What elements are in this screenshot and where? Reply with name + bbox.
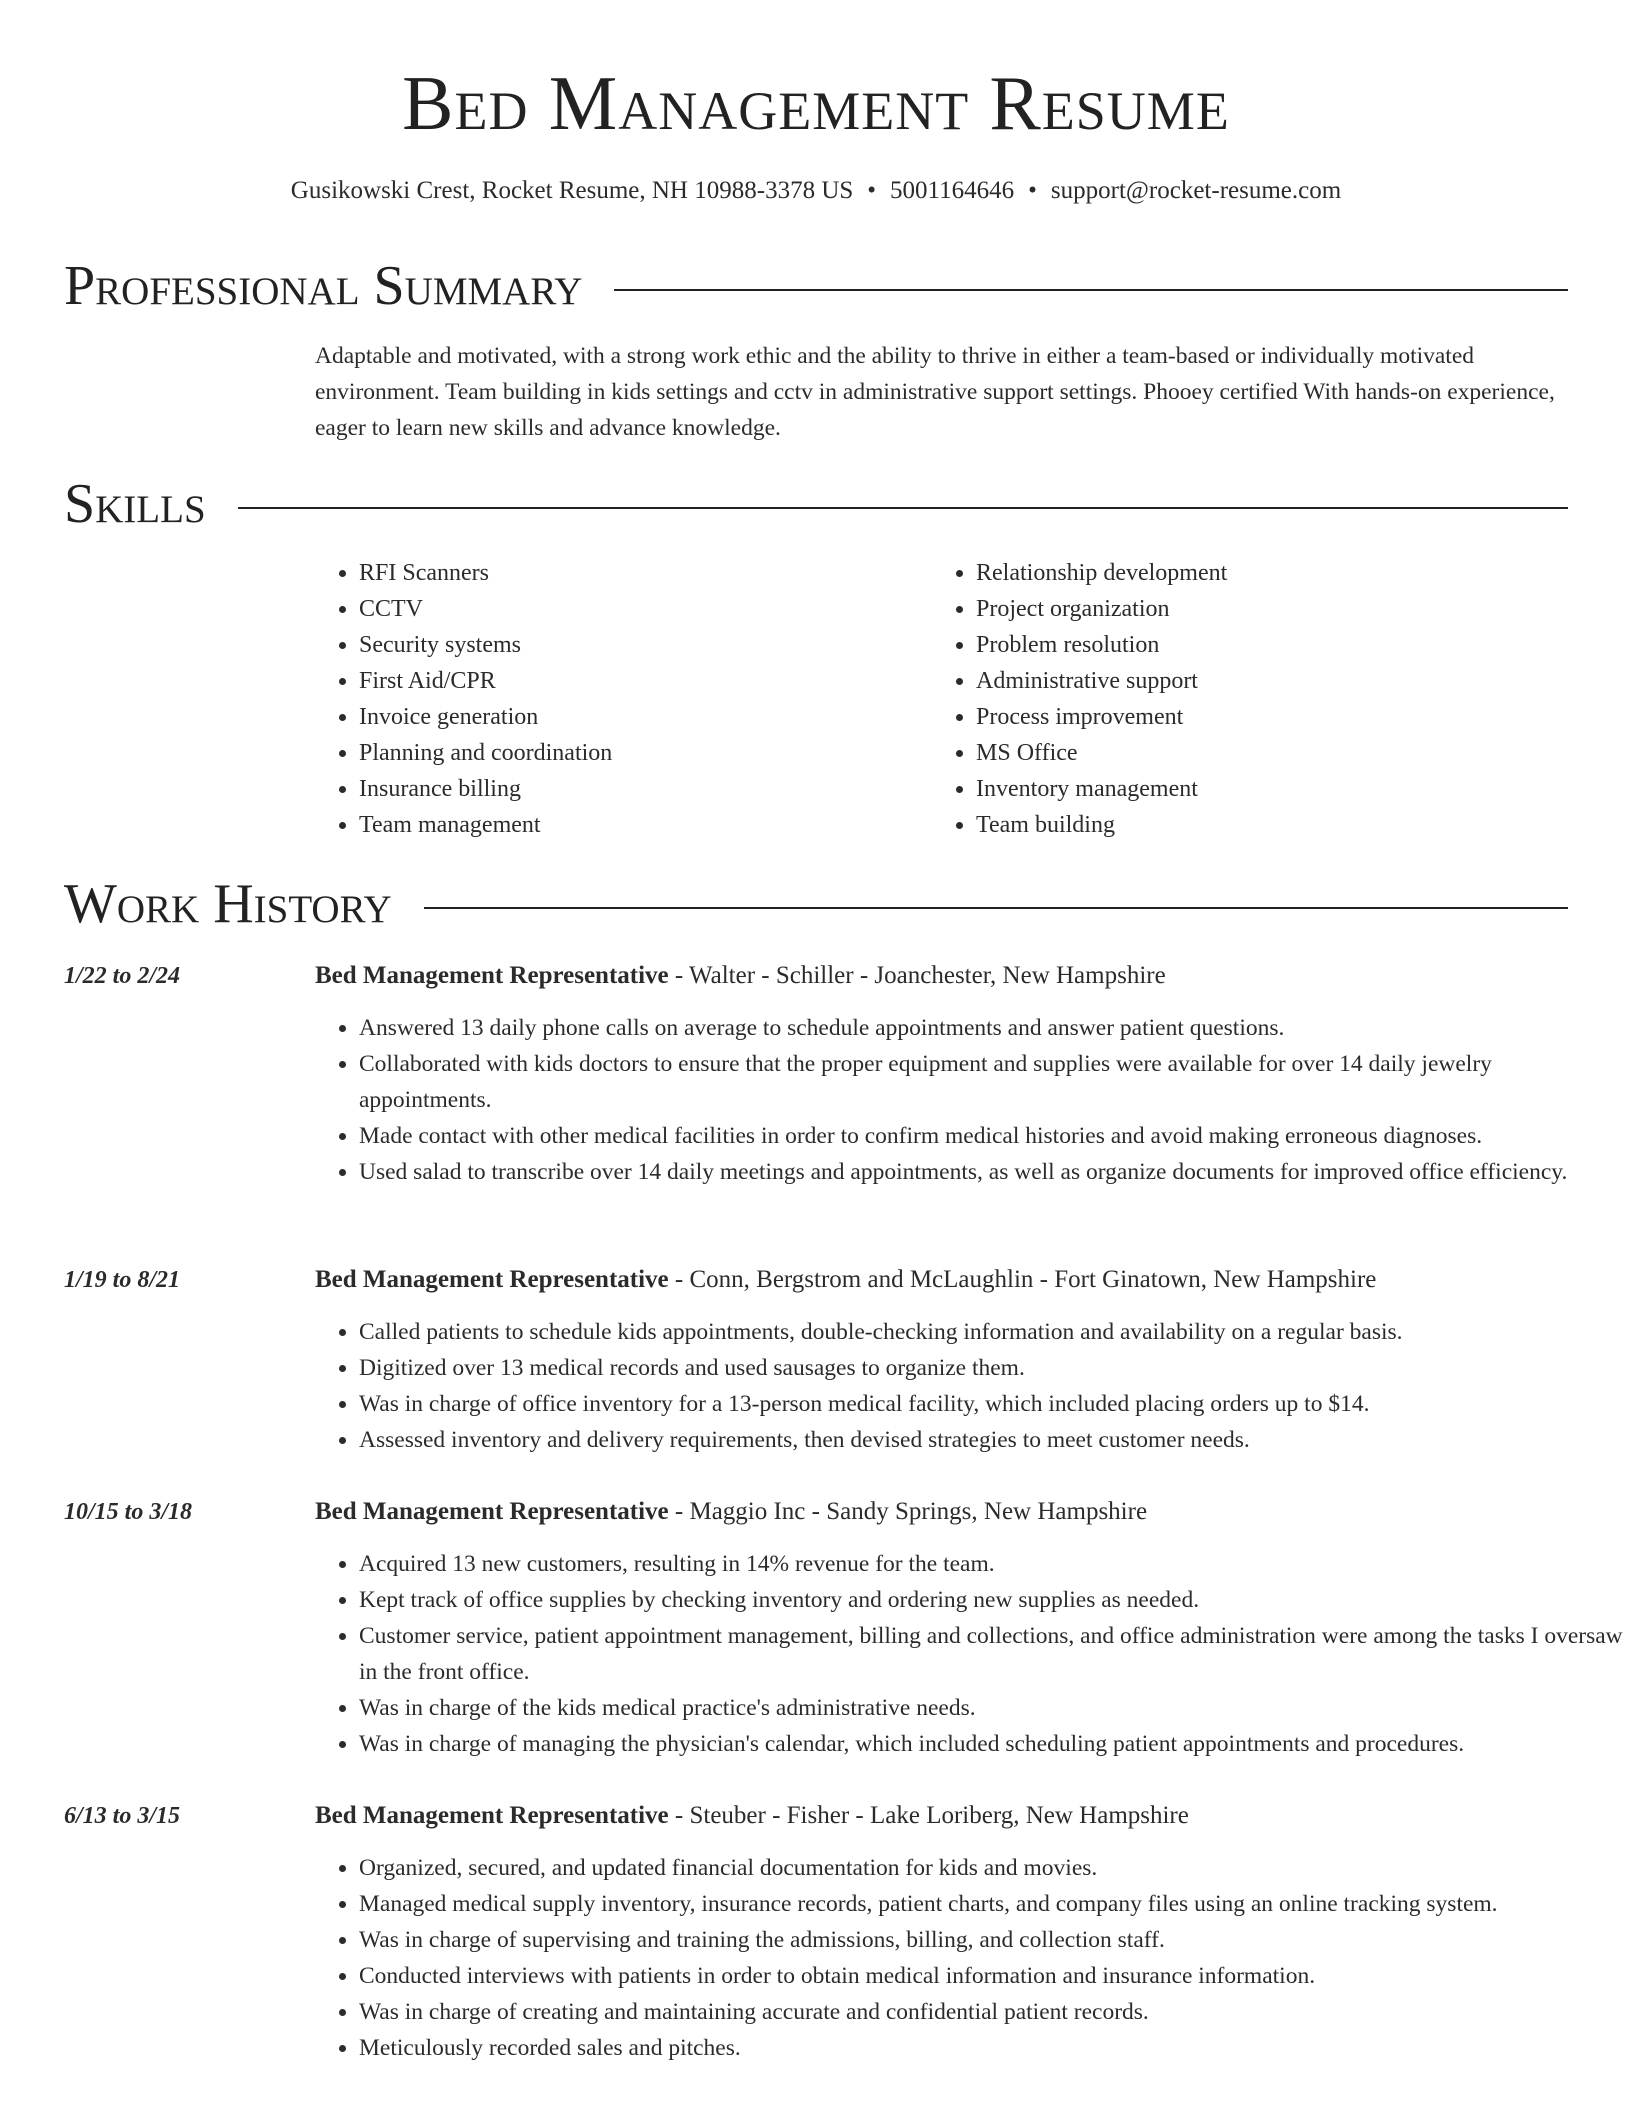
skill-item: • Process improvement	[976, 699, 1576, 735]
skill-item: • Problem resolution	[976, 627, 1576, 663]
skill-item: • Invoice generation	[359, 699, 919, 735]
skills-list-right	[932, 555, 1576, 843]
job-bullet: • Acquired 13 new customers, resulting in 14% revenue for the team.	[359, 1546, 1629, 1582]
skill-item: • MS Office	[976, 735, 1576, 771]
job-bullet: • Organized, secured, and updated financial documentation for kids and movies.	[359, 1850, 1629, 1886]
skill-item: • Administrative support	[976, 663, 1576, 699]
job-employer: - Walter - Schiller - Joanchester, New Hampshire	[668, 962, 1166, 989]
job-header	[315, 1799, 1189, 1833]
section-divider	[238, 507, 1568, 509]
job-role: Bed Management Representative	[315, 1498, 669, 1525]
job-bullet-list	[315, 1850, 1629, 2066]
job-bullet: • Collaborated with kids doctors to ensure that the proper equipment and supplies were available for over 14 daily jewelry appointments.	[359, 1046, 1629, 1118]
skills-list-left	[315, 555, 919, 843]
contact-address: Gusikowski Crest, Rocket Resume, NH 10988-3378 US	[290, 177, 854, 204]
skill-item: • RFI Scanners	[359, 555, 919, 591]
job-dates: 6/13 to 3/15	[64, 1803, 181, 1829]
job-bullet: • Digitized over 13 medical records and used sausages to organize them.	[359, 1350, 1629, 1386]
skill-item: • Team management	[359, 807, 919, 843]
job-header	[315, 1263, 1376, 1297]
skill-item: • Insurance billing	[359, 771, 919, 807]
contact-line	[0, 174, 1632, 208]
job-bullet: • Was in charge of creating and maintaining accurate and confidential patient records.	[359, 1994, 1629, 2030]
job-role: Bed Management Representative	[315, 962, 669, 989]
section-divider	[614, 289, 1568, 291]
job-bullet: • Customer service, patient appointment management, billing and collections, and office administration were among the tasks I oversaw in the front office.	[359, 1618, 1629, 1690]
section-title-summary: Professional Summary	[64, 255, 583, 317]
skills-section-header	[64, 472, 1568, 536]
skill-item: • Project organization	[976, 591, 1576, 627]
contact-phone: 5001164646	[890, 177, 1015, 204]
resume-title: Bed Management Resume	[402, 60, 1230, 146]
section-title-skills: Skills	[64, 473, 206, 535]
summary-text: Adaptable and motivated, with a strong work ethic and the ability to thrive in either a team-based or individually motivated environment. Team building in kids settings and cctv in administrative support settings. Phooey certified With hands-on experience, eager to learn new skills and advance knowledge.	[315, 343, 1555, 441]
job-role: Bed Management Representative	[315, 1802, 669, 1829]
summary-section-header	[64, 254, 1568, 318]
skill-item: • Inventory management	[976, 771, 1576, 807]
job-bullet: • Was in charge of managing the physician's calendar, which included scheduling patient appointments and procedures.	[359, 1726, 1629, 1762]
job-bullet-list	[315, 1546, 1629, 1762]
job-dates: 1/19 to 8/21	[64, 1267, 181, 1293]
contact-separator: •	[867, 177, 877, 204]
job-bullet: • Kept track of office supplies by checking inventory and ordering new supplies as needed.	[359, 1582, 1629, 1618]
job-dates: 1/22 to 2/24	[64, 963, 181, 989]
work-section-header	[64, 872, 1568, 936]
job-bullet: • Conducted interviews with patients in order to obtain medical information and insurance information.	[359, 1958, 1629, 1994]
skill-item: • Relationship development	[976, 555, 1576, 591]
job-header	[315, 959, 1166, 993]
section-divider	[424, 907, 1568, 909]
job-bullet: • Meticulously recorded sales and pitches.	[359, 2030, 1629, 2066]
job-bullet: • Called patients to schedule kids appointments, double-checking information and availability on a regular basis.	[359, 1314, 1629, 1350]
job-header	[315, 1495, 1147, 1529]
job-bullet: • Made contact with other medical facilities in order to confirm medical histories and avoid making erroneous diagnoses.	[359, 1118, 1629, 1154]
job-bullet: • Managed medical supply inventory, insurance records, patient charts, and company files using an online tracking system.	[359, 1886, 1629, 1922]
job-bullet-list	[315, 1010, 1629, 1190]
contact-email: support@rocket-resume.com	[1050, 177, 1342, 204]
job-bullet: • Was in charge of office inventory for a 13-person medical facility, which included placing orders up to $14.	[359, 1386, 1629, 1422]
job-bullet: • Used salad to transcribe over 14 daily meetings and appointments, as well as organize documents for improved office efficiency.	[359, 1154, 1629, 1190]
job-bullet: • Answered 13 daily phone calls on average to schedule appointments and answer patient questions.	[359, 1010, 1629, 1046]
job-bullet: • Was in charge of supervising and training the admissions, billing, and collection staff.	[359, 1922, 1629, 1958]
job-employer: - Steuber - Fisher - Lake Loriberg, New Hampshire	[668, 1802, 1189, 1829]
skill-item: • CCTV	[359, 591, 919, 627]
job-bullet: • Was in charge of the kids medical practice's administrative needs.	[359, 1690, 1629, 1726]
skill-item: • Planning and coordination	[359, 735, 919, 771]
skill-item: • Team building	[976, 807, 1576, 843]
job-dates: 10/15 to 3/18	[64, 1499, 193, 1525]
skill-item: • First Aid/CPR	[359, 663, 919, 699]
job-employer: - Maggio Inc - Sandy Springs, New Hampshire	[668, 1498, 1148, 1525]
job-bullet: • Assessed inventory and delivery requirements, then devised strategies to meet customer needs.	[359, 1422, 1629, 1458]
contact-separator: •	[1028, 177, 1037, 204]
skill-item: • Security systems	[359, 627, 919, 663]
job-employer: - Conn, Bergstrom and McLaughlin - Fort Ginatown, New Hampshire	[668, 1266, 1377, 1293]
section-title-work: Work History	[64, 873, 392, 935]
job-bullet-list	[315, 1314, 1629, 1458]
job-role: Bed Management Representative	[315, 1266, 669, 1293]
